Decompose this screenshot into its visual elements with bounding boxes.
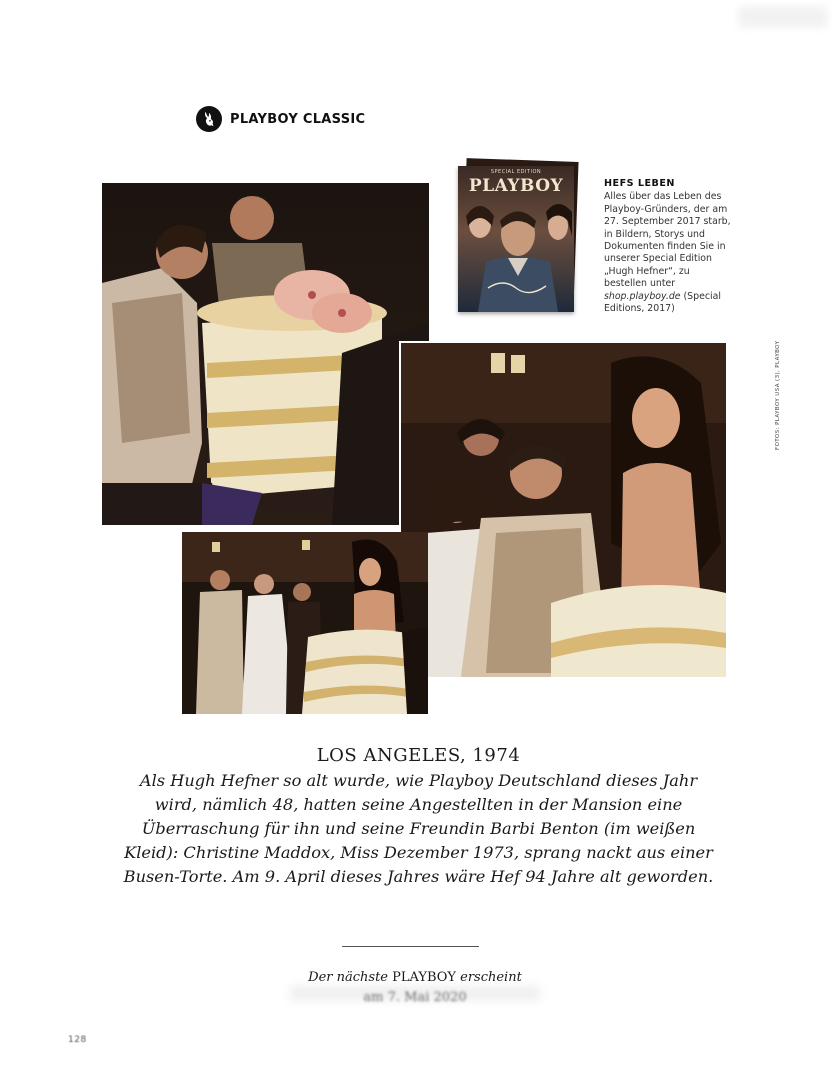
section-header — [196, 106, 365, 132]
photo-cake-party — [102, 183, 429, 525]
shop-link[interactable]: shop.playboy.de — [604, 290, 681, 302]
caption-title: LOS ANGELES, 1974 — [316, 745, 521, 766]
sidebar-title: HEFS LEBEN — [604, 178, 675, 189]
next-issue-verb: erscheint — [456, 970, 522, 985]
sidebar-body-text: Alles über das Leben des Playboy-Gründers, der am 27. September 2017 starb, in Bildern, Storys und Dokumenten finden Sie in unserer Special Edition „Hugh Hefner“, zu bestellen unter — [604, 191, 731, 290]
special-edition-cover — [458, 160, 582, 312]
caption-body: Als Hugh Hefner so alt wurde, wie Playboy Deutschland dieses Jahr wird, nämlich 48, hatten seine Angestellten in der Mansion eine Überraschung für ihn und seine Freundin Barbi Benton (im weißen Kleid): Christine Maddox, Miss Dezember 1973, sprang nackt aus einer Busen-Torte. Am 9. April dieses Jahres wäre Hef 94 Jahre alt geworden. — [123, 771, 714, 886]
cover-logo: PLAYBOY — [468, 176, 564, 196]
cover-front — [458, 166, 574, 312]
photo-credit: FOTOS: PLAYBOY USA (3), PLAYBOY — [775, 340, 781, 450]
blurred-corner-tag — [738, 6, 828, 28]
sidebar-caption — [604, 178, 734, 315]
photo-wide-shot — [182, 532, 428, 714]
sidebar-body — [604, 191, 734, 315]
bunny-icon — [196, 106, 222, 132]
section-title: PLAYBOY CLASSIC — [230, 111, 366, 127]
page-number: 128 — [68, 1035, 87, 1045]
next-issue-line-1 — [200, 968, 630, 988]
main-caption — [120, 743, 717, 889]
sidebar-body-end: (Special Editions, 2017) — [604, 290, 721, 315]
next-issue-date: am 7. Mai 2020 — [363, 990, 467, 1005]
next-issue-brand: PLAYBOY — [392, 970, 456, 985]
cover-edition-label: SPECIAL EDITION — [490, 169, 542, 175]
next-issue-note — [200, 968, 630, 1008]
next-issue-lead: Der nächste — [308, 970, 393, 985]
divider-rule — [342, 946, 479, 947]
photo-hefner-cake — [399, 341, 728, 679]
